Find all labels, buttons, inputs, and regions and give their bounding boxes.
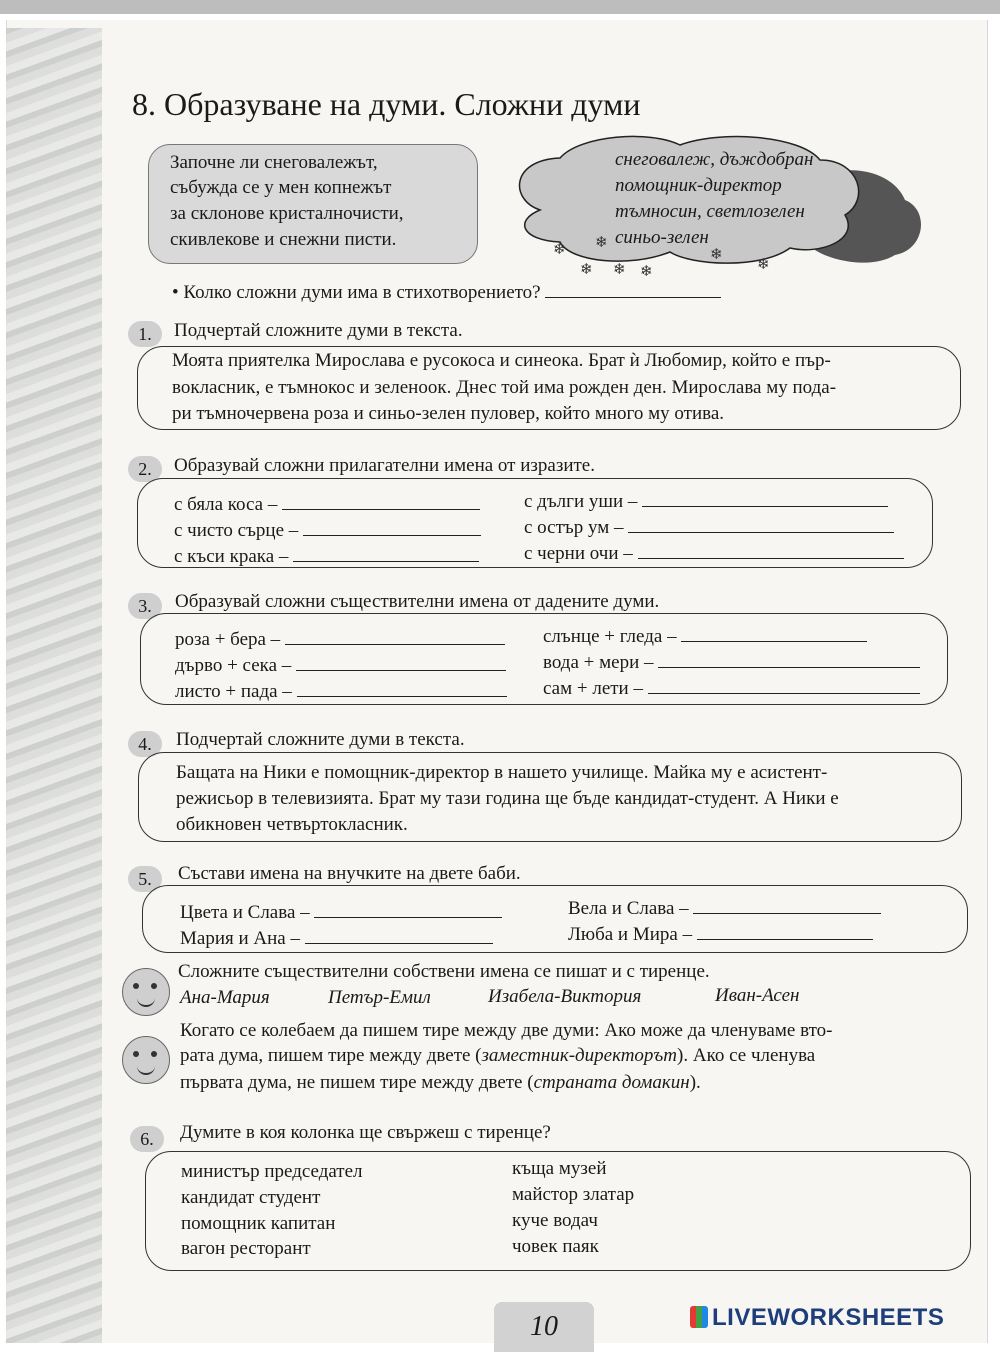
word-item[interactable]: вагон ресторант bbox=[181, 1238, 311, 1259]
word-item[interactable]: къща музей bbox=[512, 1158, 607, 1179]
exercise-item: с черни очи – bbox=[524, 542, 904, 565]
exercise-number: 4. bbox=[128, 731, 162, 757]
snowflake-icon: ❄ bbox=[613, 262, 626, 278]
exercise-instruction: Състави имена на внучките на двете баби. bbox=[178, 863, 521, 884]
exercise-item: роза + бера – bbox=[175, 628, 505, 651]
snowflake-icon: ❄ bbox=[640, 264, 653, 280]
answer-blank[interactable] bbox=[293, 545, 479, 562]
face-icon bbox=[122, 968, 170, 1016]
word-item[interactable]: майстор златар bbox=[512, 1184, 635, 1205]
exercise-number: 3. bbox=[128, 593, 162, 619]
exercise-instruction: Думите в коя колонка ще свържеш с тиренце? bbox=[180, 1122, 551, 1143]
top-bar bbox=[0, 0, 1000, 14]
answer-blank[interactable] bbox=[297, 680, 507, 697]
brand-watermark: LIVEWORKSHEETS bbox=[690, 1304, 944, 1332]
exercise-item: с остър ум – bbox=[524, 516, 894, 539]
exercise-item: с къси крака – bbox=[174, 545, 479, 568]
exercise-number: 5. bbox=[128, 866, 162, 892]
answer-blank[interactable] bbox=[303, 519, 481, 536]
exercise-number: 1. bbox=[128, 321, 162, 347]
answer-blank[interactable] bbox=[314, 901, 502, 918]
snowflake-icon: ❄ bbox=[757, 257, 770, 273]
answer-blank[interactable] bbox=[628, 516, 894, 533]
exercise-item: Люба и Мира – bbox=[568, 923, 873, 946]
cloud-line: синьо-зелен bbox=[615, 227, 709, 248]
liveworksheets-logo-icon bbox=[690, 1306, 708, 1328]
rule-example: Изабела-Виктория bbox=[488, 986, 642, 1007]
answer-blank[interactable] bbox=[285, 628, 505, 645]
answer-blank[interactable] bbox=[693, 897, 881, 914]
snowflake-icon: ❄ bbox=[553, 242, 566, 258]
snowflake-icon: ❄ bbox=[710, 247, 723, 263]
exercise-item: листо + пада – bbox=[175, 680, 507, 703]
exercise-item: дърво + сека – bbox=[175, 654, 506, 677]
exercise-instruction: Образувай сложни прилагателни имена от изразите. bbox=[174, 455, 595, 476]
exercise-item: вода + мери – bbox=[543, 651, 920, 674]
answer-blank[interactable] bbox=[545, 281, 721, 298]
word-item[interactable]: кандидат студент bbox=[181, 1187, 321, 1208]
exercise-item: сам + лети – bbox=[543, 677, 920, 700]
exercise-item: с чисто сърце – bbox=[174, 519, 481, 542]
answer-blank[interactable] bbox=[305, 927, 493, 944]
answer-blank[interactable] bbox=[681, 625, 867, 642]
answer-blank[interactable] bbox=[642, 490, 888, 507]
text-line[interactable]: ри тъмночервена роза и синьо-зелен пуловер, който много му отива. bbox=[172, 403, 725, 424]
poem-line: Започне ли снеговалежът, bbox=[170, 152, 378, 173]
answer-blank[interactable] bbox=[282, 493, 480, 510]
cloud-line: снеговалеж, дъждобран bbox=[615, 149, 814, 170]
word-item[interactable]: куче водач bbox=[512, 1210, 598, 1231]
exercise-item: с бяла коса – bbox=[174, 493, 480, 516]
poem-line: за склонове кристалночисти, bbox=[170, 203, 404, 224]
page-number: 10 bbox=[494, 1302, 594, 1352]
text-line[interactable]: Моята приятелка Мирослава е русокоса и синеока. Брат ѝ Любомир, който е пър- bbox=[172, 350, 831, 371]
poem-line: скивлекове и снежни писти. bbox=[170, 229, 397, 250]
face-icon bbox=[122, 1036, 170, 1084]
exercise-instruction: Образувай сложни съществителни имена от дадените думи. bbox=[175, 591, 660, 612]
answer-blank[interactable] bbox=[638, 542, 904, 559]
answer-blank[interactable] bbox=[658, 651, 920, 668]
text-line[interactable]: режисьор в телевизията. Брат му тази година ще бъде кандидат-студент. А Ники е bbox=[176, 788, 839, 809]
intro-question: • Колко сложни думи има в стихотворението? bbox=[172, 281, 721, 304]
snowflake-icon: ❄ bbox=[580, 262, 593, 278]
answer-blank[interactable] bbox=[296, 654, 506, 671]
rule-example: Ана-Мария bbox=[180, 987, 270, 1008]
rule-text: Сложните съществителни собствени имена се пишат и с тиренце. bbox=[178, 961, 710, 982]
poem-line: събужда се у мен копнежът bbox=[170, 177, 392, 198]
word-item[interactable]: човек паяк bbox=[512, 1236, 599, 1257]
rule-example: Петър-Емил bbox=[328, 987, 431, 1008]
text-line[interactable]: обикновен четвъртокласник. bbox=[176, 814, 408, 835]
exercise-instruction: Подчертай сложните думи в текста. bbox=[176, 729, 465, 750]
exercise-number: 2. bbox=[128, 456, 162, 482]
decorative-margin bbox=[6, 28, 102, 1343]
answer-blank[interactable] bbox=[697, 923, 873, 940]
exercise-item: с дълги уши – bbox=[524, 490, 888, 513]
exercise-item: Вела и Слава – bbox=[568, 897, 881, 920]
text-line[interactable]: вокласник, е тъмнокос и зеленоок. Днес той има рожден ден. Мирослава му пода- bbox=[172, 377, 837, 398]
exercise-item: слънце + гледа – bbox=[543, 625, 867, 648]
rule-example: Иван-Асен bbox=[715, 985, 800, 1006]
page-title: 8. Образуване на думи. Сложни думи bbox=[132, 86, 641, 122]
cloud-line: тъмносин, светлозелен bbox=[615, 201, 805, 222]
snowflake-icon: ❄ bbox=[595, 235, 608, 251]
exercise-item: Мария и Ана – bbox=[180, 927, 493, 950]
rule-text: Когато се колебаем да пишем тире между две думи: Ако може да членуваме вто- bbox=[180, 1020, 833, 1041]
rule-text: рата дума, пишем тире между двете (заместник-директорът). Ако се членува bbox=[180, 1045, 816, 1066]
word-item[interactable]: министър председател bbox=[181, 1161, 363, 1182]
exercise-instruction: Подчертай сложните думи в текста. bbox=[174, 320, 463, 341]
answer-blank[interactable] bbox=[648, 677, 920, 694]
cloud-line: помощник-директор bbox=[615, 175, 782, 196]
text-line[interactable]: Бащата на Ники е помощник-директор в нашето училище. Майка му е асистент- bbox=[176, 762, 828, 783]
word-item[interactable]: помощник капитан bbox=[181, 1213, 336, 1234]
rule-text: първата дума, не пишем тире между двете (страната домакин). bbox=[180, 1072, 701, 1093]
exercise-number: 6. bbox=[130, 1126, 164, 1152]
exercise-item: Цвета и Слава – bbox=[180, 901, 502, 924]
